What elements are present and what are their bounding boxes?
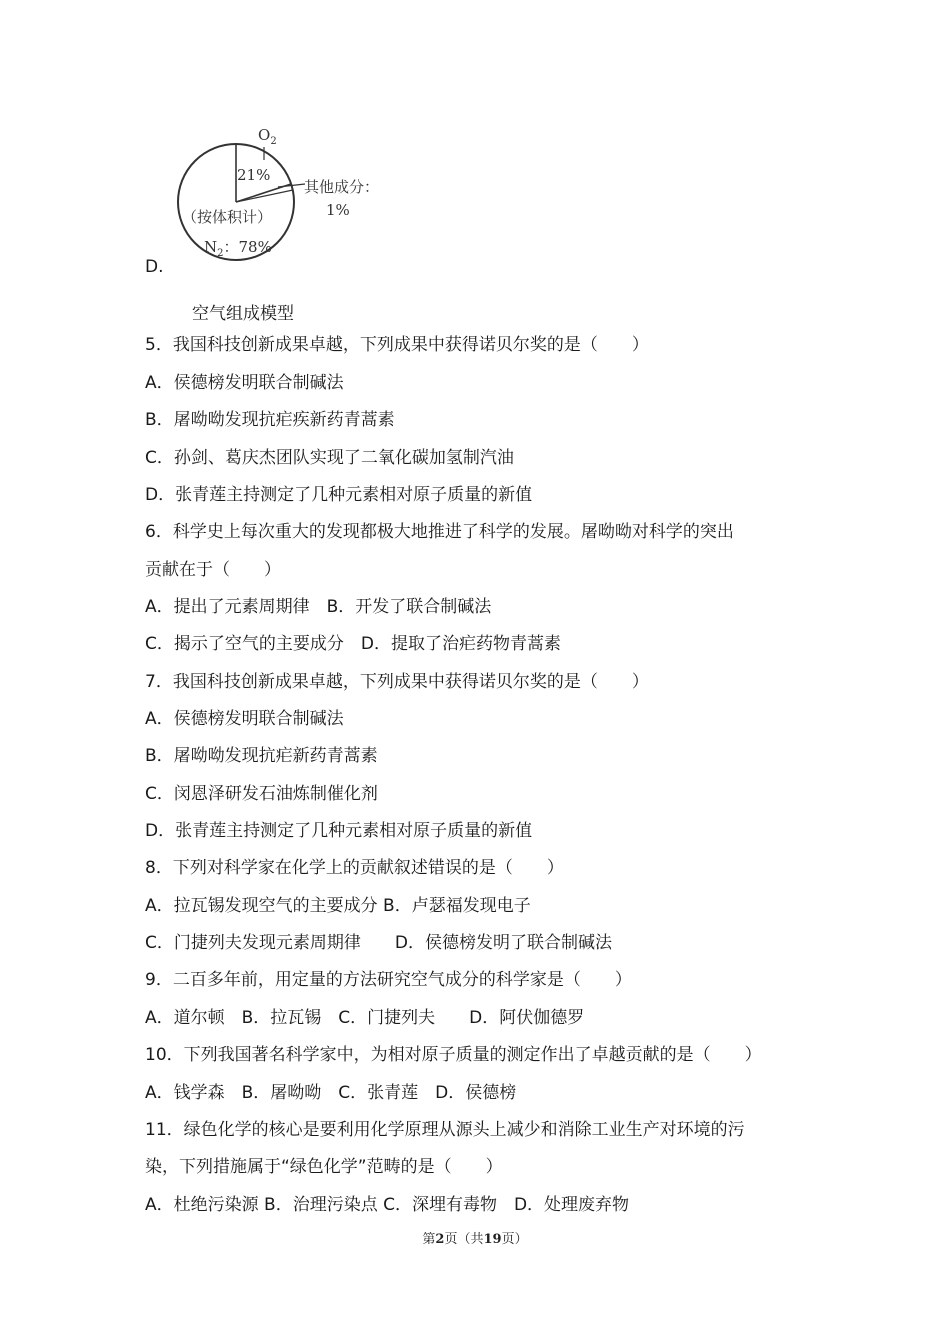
question-line: A．杜绝污染源 B．治理污染点 C．深埋有毒物 D．处理废弃物 xyxy=(145,1195,630,1215)
question-line: A．提出了元素周期律 B．开发了联合制碱法 xyxy=(145,597,492,617)
question-line: 贡献在于（ ） xyxy=(145,560,281,580)
question-line: A．钱学森 B．屠呦呦 C．张青莲 D．侯德榜 xyxy=(145,1083,517,1103)
other-label: 其他成分： xyxy=(304,178,380,196)
figure-caption: 空气组成模型 xyxy=(192,304,294,324)
question-line: 5．我国科技创新成果卓越，下列成果中获得诺贝尔奖的是（ ） xyxy=(145,335,649,355)
air-composition-figure xyxy=(170,122,400,272)
question-line: B．屠呦呦发现抗疟疾新药青蒿素 xyxy=(145,410,395,430)
pie-divider-other xyxy=(236,190,293,202)
question-line: D．张青莲主持测定了几种元素相对原子质量的新值 xyxy=(145,821,533,841)
n2-label: $N_2$：78% xyxy=(204,238,272,259)
page-footer: 第2页（共19页） xyxy=(422,1232,528,1247)
question-line: C．门捷列夫发现元素周期律 D．侯德榜发明了联合制碱法 xyxy=(145,933,612,953)
question-line: A．拉瓦锡发现空气的主要成分 B．卢瑟福发现电子 xyxy=(145,896,531,916)
question-line: 7．我国科技创新成果卓越，下列成果中获得诺贝尔奖的是（ ） xyxy=(145,672,649,692)
question-line: 11．绿色化学的核心是要利用化学原理从源头上减少和消除工业生产对环境的污 xyxy=(145,1120,745,1140)
other-percent: 1% xyxy=(326,201,350,219)
question-line: C．揭示了空气的主要成分 D．提取了治疟药物青蒿素 xyxy=(145,634,561,654)
question-line: C．孙剑、葛庆杰团队实现了二氧化碳加氢制汽油 xyxy=(145,448,514,468)
o2-label: $O_2$ xyxy=(258,126,277,147)
question-line: D．张青莲主持测定了几种元素相对原子质量的新值 xyxy=(145,485,533,505)
question-line: A．侯德榜发明联合制碱法 xyxy=(145,373,344,393)
question-line: C．闵恩泽研发石油炼制催化剂 xyxy=(145,784,378,804)
question-line: 染，下列措施属于“绿色化学”范畴的是（ ） xyxy=(145,1157,503,1177)
o2-percent: 21% xyxy=(237,166,271,184)
pie-center-label: （按体积计） xyxy=(182,208,273,226)
question-line: 6．科学史上每次重大的发现都极大地推进了科学的发展。屠呦呦对科学的突出 xyxy=(145,522,734,542)
question-line: 8．下列对科学家在化学上的贡献叙述错误的是（ ） xyxy=(145,858,564,878)
option-d-label: D. xyxy=(145,257,164,277)
question-line: 9．二百多年前，用定量的方法研究空气成分的科学家是（ ） xyxy=(145,970,632,990)
question-line: 10．下列我国著名科学家中，为相对原子质量的测定作出了卓越贡献的是（ ） xyxy=(145,1045,762,1065)
question-line: B．屠呦呦发现抗疟新药青蒿素 xyxy=(145,746,378,766)
question-line: A．侯德榜发明联合制碱法 xyxy=(145,709,344,729)
question-line: A．道尔顿 B．拉瓦锡 C．门捷列夫 D．阿伏伽德罗 xyxy=(145,1008,585,1028)
